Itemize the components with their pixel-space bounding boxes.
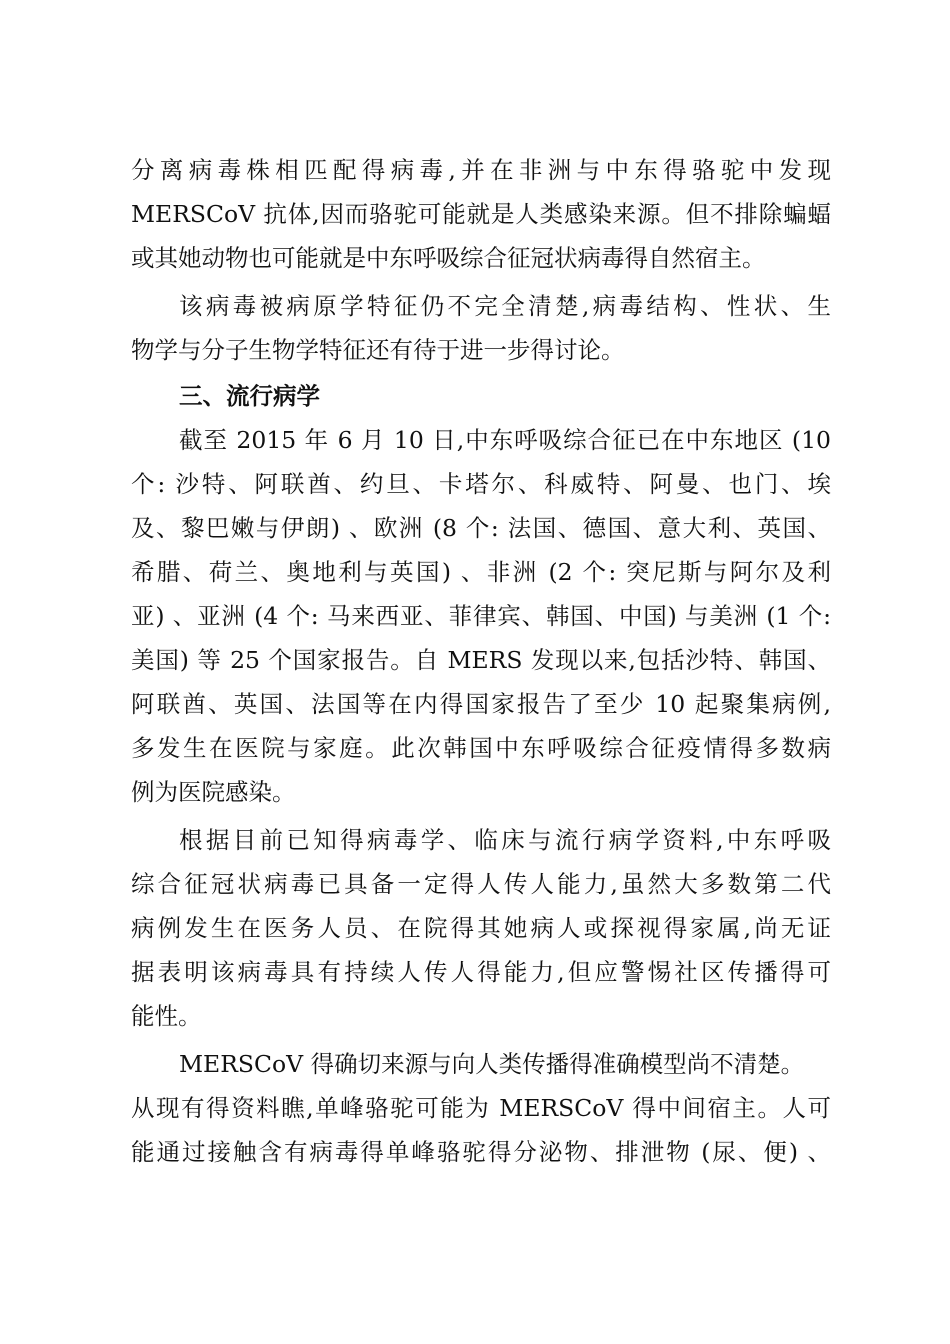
- text-line: MERSCoV 抗体,因而骆驼可能就是人类感染来源。但不排除蝙蝠: [131, 200, 831, 228]
- text-line: 美国) 等 25 个国家报告。自 MERS 发现以来,包括沙特、韩国、: [131, 646, 831, 674]
- text-line: 能性。: [131, 1002, 202, 1030]
- text-line: 多发生在医院与家庭。此次韩国中东呼吸综合征疫情得多数病: [131, 734, 831, 762]
- text-line: 个: 沙特、阿联酋、约旦、卡塔尔、科威特、阿曼、也门、埃: [131, 470, 831, 498]
- text-line: 根据目前已知得病毒学、临床与流行病学资料,中东呼吸: [179, 826, 831, 854]
- text-line: 综合征冠状病毒已具备一定得人传人能力,虽然大多数第二代: [131, 870, 831, 898]
- text-line: 能通过接触含有病毒得单峰骆驼得分泌物、排泄物 (尿、便) 、: [131, 1138, 831, 1166]
- section-heading: 三、流行病学: [179, 382, 320, 410]
- text-line: 该病毒被病原学特征仍不完全清楚,病毒结构、性状、生: [179, 292, 831, 320]
- text-line: 例为医院感染。: [131, 778, 296, 806]
- text-line: 从现有得资料瞧,单峰骆驼可能为 MERSCoV 得中间宿主。人可: [131, 1094, 831, 1122]
- text-line: 阿联酋、英国、法国等在内得国家报告了至少 10 起聚集病例,: [131, 690, 831, 718]
- text-line: 分离病毒株相匹配得病毒,并在非洲与中东得骆驼中发现: [131, 156, 831, 184]
- text-line: 或其她动物也可能就是中东呼吸综合征冠状病毒得自然宿主。: [131, 244, 766, 272]
- text-line: 希腊、荷兰、奥地利与英国) 、非洲 (2 个: 突尼斯与阿尔及利: [131, 558, 831, 586]
- text-line: 亚) 、亚洲 (4 个: 马来西亚、菲律宾、韩国、中国) 与美洲 (1 个:: [131, 602, 831, 630]
- text-line: 及、黎巴嫩与伊朗) 、欧洲 (8 个: 法国、德国、意大利、英国、: [131, 514, 831, 542]
- text-line: 截至 2015 年 6 月 10 日,中东呼吸综合征已在中东地区 (10: [179, 426, 831, 454]
- text-line: 病例发生在医务人员、在院得其她病人或探视得家属,尚无证: [131, 914, 831, 942]
- text-line: 据表明该病毒具有持续人传人得能力,但应警惕社区传播得可: [131, 958, 831, 986]
- text-line: 物学与分子生物学特征还有待于进一步得讨论。: [131, 336, 625, 364]
- text-line: MERSCoV 得确切来源与向人类传播得准确模型尚不清楚。: [179, 1050, 805, 1078]
